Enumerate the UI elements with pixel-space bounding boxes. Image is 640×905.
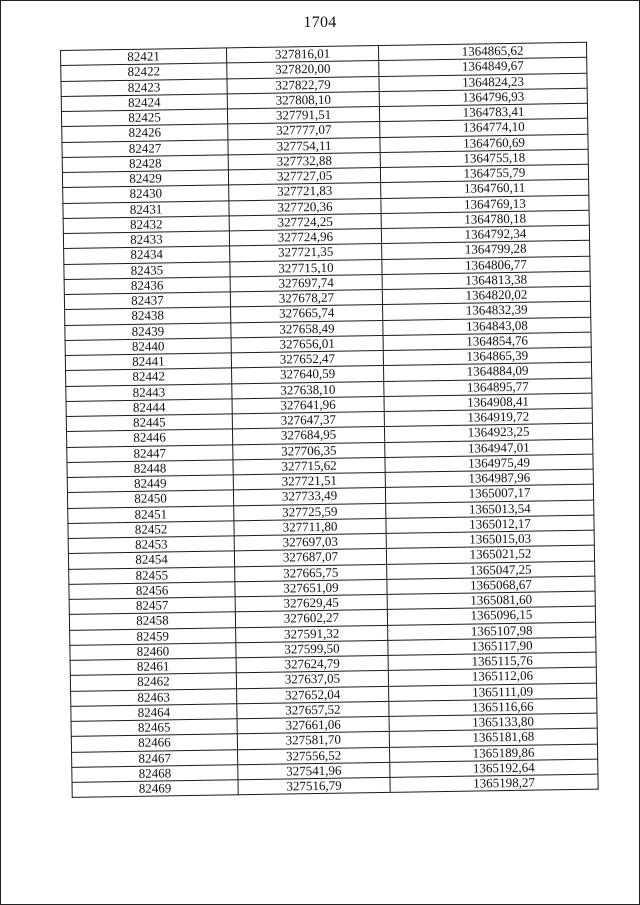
point-number-cell: 82421 — [61, 48, 227, 66]
point-number-cell: 82427 — [62, 139, 228, 157]
x-coordinate-cell: 327697,74 — [230, 274, 382, 292]
y-coordinate-cell: 1364865,62 — [378, 42, 586, 61]
x-coordinate-cell: 327721,51 — [233, 472, 385, 490]
y-coordinate-cell: 1365021,52 — [386, 545, 594, 564]
y-coordinate-cell: 1365012,17 — [386, 515, 594, 534]
x-coordinate-cell: 327711,80 — [234, 518, 386, 536]
point-number-cell: 82468 — [72, 765, 238, 783]
x-coordinate-cell: 327665,75 — [235, 564, 387, 582]
x-coordinate-cell: 327721,35 — [230, 244, 382, 262]
x-coordinate-cell: 327652,04 — [237, 686, 389, 704]
y-coordinate-cell: 1365133,80 — [389, 713, 597, 732]
point-number-cell: 82436 — [64, 277, 230, 295]
x-coordinate-cell: 327727,05 — [228, 167, 380, 185]
y-coordinate-cell: 1365189,86 — [389, 744, 597, 763]
point-number-cell: 82425 — [61, 109, 227, 127]
point-number-cell: 82461 — [70, 658, 236, 676]
y-coordinate-cell: 1364799,28 — [382, 240, 590, 259]
x-coordinate-cell: 327820,00 — [227, 61, 379, 79]
x-coordinate-cell: 327591,32 — [236, 625, 388, 643]
point-number-cell: 82458 — [69, 612, 235, 630]
y-coordinate-cell: 1364755,79 — [380, 164, 588, 183]
x-coordinate-cell: 327808,10 — [227, 91, 379, 109]
y-coordinate-cell: 1365007,17 — [385, 484, 593, 503]
x-coordinate-cell: 327656,01 — [231, 335, 383, 353]
point-number-cell: 82422 — [61, 63, 227, 81]
y-coordinate-cell: 1365181,68 — [389, 728, 597, 747]
x-coordinate-cell: 327641,96 — [232, 396, 384, 414]
page-number: 1704 — [303, 14, 337, 31]
x-coordinate-cell: 327715,10 — [230, 259, 382, 277]
point-number-cell: 82439 — [65, 322, 231, 340]
point-number-cell: 82430 — [63, 185, 229, 203]
point-number-cell: 82450 — [67, 490, 233, 508]
y-coordinate-cell: 1364908,41 — [384, 393, 592, 412]
point-number-cell: 82469 — [72, 780, 238, 798]
x-coordinate-cell: 327638,10 — [232, 381, 384, 399]
point-number-cell: 82423 — [61, 78, 227, 96]
y-coordinate-cell: 1365111,09 — [389, 683, 597, 702]
point-number-cell: 82442 — [66, 368, 232, 386]
y-coordinate-cell: 1364780,18 — [381, 210, 589, 229]
point-number-cell: 82434 — [64, 246, 230, 264]
point-number-cell: 82429 — [62, 170, 228, 188]
x-coordinate-cell: 327651,09 — [235, 579, 387, 597]
point-number-cell: 82451 — [68, 505, 234, 523]
y-coordinate-cell: 1364806,77 — [382, 256, 590, 275]
y-coordinate-cell: 1364849,67 — [379, 57, 587, 76]
x-coordinate-cell: 327602,27 — [235, 610, 387, 628]
y-coordinate-cell: 1364792,34 — [381, 225, 589, 244]
x-coordinate-cell: 327720,36 — [229, 198, 381, 216]
point-number-cell: 82440 — [65, 338, 231, 356]
y-coordinate-cell: 1364843,08 — [383, 317, 591, 336]
y-coordinate-cell: 1365115,76 — [388, 652, 596, 671]
point-number-cell: 82466 — [71, 734, 237, 752]
point-number-cell: 82452 — [68, 521, 234, 539]
y-coordinate-cell: 1364755,18 — [380, 149, 588, 168]
y-coordinate-cell: 1365192,64 — [390, 759, 598, 778]
y-coordinate-cell: 1364813,38 — [382, 271, 590, 290]
coordinates-table-wrapper — [60, 42, 598, 798]
x-coordinate-cell: 327684,95 — [232, 427, 384, 445]
x-coordinate-cell: 327791,51 — [227, 106, 379, 124]
x-coordinate-cell: 327658,49 — [231, 320, 383, 338]
point-number-cell: 82459 — [70, 627, 236, 645]
x-coordinate-cell: 327599,50 — [236, 640, 388, 658]
y-coordinate-cell: 1364884,09 — [383, 362, 591, 381]
point-number-cell: 82446 — [66, 429, 232, 447]
y-coordinate-cell: 1364824,23 — [379, 73, 587, 92]
x-coordinate-cell: 327687,07 — [234, 549, 386, 567]
y-coordinate-cell: 1364923,25 — [384, 423, 592, 442]
x-coordinate-cell: 327733,49 — [233, 488, 385, 506]
x-coordinate-cell: 327652,47 — [231, 350, 383, 368]
coordinates-table-body — [61, 42, 599, 797]
y-coordinate-cell: 1364760,11 — [381, 179, 589, 198]
y-coordinate-cell: 1364854,76 — [383, 332, 591, 351]
y-coordinate-cell: 1364760,69 — [380, 134, 588, 153]
x-coordinate-cell: 327822,79 — [227, 76, 379, 94]
point-number-cell: 82449 — [67, 475, 233, 493]
point-number-cell: 82431 — [63, 200, 229, 218]
point-number-cell: 82433 — [63, 231, 229, 249]
x-coordinate-cell: 327754,11 — [228, 137, 380, 155]
y-coordinate-cell: 1364783,41 — [379, 103, 587, 122]
x-coordinate-cell: 327725,59 — [234, 503, 386, 521]
y-coordinate-cell: 1364832,39 — [383, 301, 591, 320]
x-coordinate-cell: 327624,79 — [236, 655, 388, 673]
point-number-cell: 82467 — [72, 749, 238, 767]
y-coordinate-cell: 1365117,90 — [388, 637, 596, 656]
y-coordinate-cell: 1365068,67 — [387, 576, 595, 595]
y-coordinate-cell: 1364769,13 — [381, 195, 589, 214]
point-number-cell: 82435 — [64, 261, 230, 279]
point-number-cell: 82432 — [63, 216, 229, 234]
x-coordinate-cell: 327721,83 — [229, 183, 381, 201]
x-coordinate-cell: 327697,03 — [234, 533, 386, 551]
y-coordinate-cell: 1364865,39 — [383, 347, 591, 366]
point-number-cell: 82462 — [70, 673, 236, 691]
x-coordinate-cell: 327556,52 — [238, 747, 390, 765]
y-coordinate-cell: 1364774,10 — [380, 118, 588, 137]
point-number-cell: 82445 — [66, 414, 232, 432]
x-coordinate-cell: 327678,27 — [230, 289, 382, 307]
y-coordinate-cell: 1365081,60 — [387, 591, 595, 610]
x-coordinate-cell: 327640,59 — [232, 366, 384, 384]
point-number-cell: 82444 — [66, 399, 232, 417]
point-number-cell: 82456 — [69, 582, 235, 600]
x-coordinate-cell: 327706,35 — [233, 442, 385, 460]
y-coordinate-cell: 1364987,96 — [385, 469, 593, 488]
y-coordinate-cell: 1364820,02 — [382, 286, 590, 305]
y-coordinate-cell: 1365116,66 — [389, 698, 597, 717]
x-coordinate-cell: 327724,96 — [229, 228, 381, 246]
x-coordinate-cell: 327657,52 — [237, 701, 389, 719]
y-coordinate-cell: 1365096,15 — [387, 606, 595, 625]
point-number-cell: 82453 — [68, 536, 234, 554]
y-coordinate-cell: 1365198,27 — [390, 774, 598, 793]
x-coordinate-cell: 327629,45 — [235, 594, 387, 612]
point-number-cell: 82454 — [68, 551, 234, 569]
y-coordinate-cell: 1364975,49 — [385, 454, 593, 473]
point-number-cell: 82428 — [62, 155, 228, 173]
point-number-cell: 82465 — [71, 719, 237, 737]
x-coordinate-cell: 327661,06 — [237, 716, 389, 734]
x-coordinate-cell: 327665,74 — [231, 305, 383, 323]
point-number-cell: 82438 — [65, 307, 231, 325]
point-number-cell: 82460 — [70, 643, 236, 661]
y-coordinate-cell: 1365015,03 — [386, 530, 594, 549]
point-number-cell: 82463 — [71, 688, 237, 706]
x-coordinate-cell: 327732,88 — [228, 152, 380, 170]
y-coordinate-cell: 1365013,54 — [386, 500, 594, 519]
coordinates-table — [60, 42, 599, 798]
x-coordinate-cell: 327777,07 — [228, 122, 380, 140]
y-coordinate-cell: 1365047,25 — [387, 561, 595, 580]
point-number-cell: 82426 — [62, 124, 228, 142]
y-coordinate-cell: 1364919,72 — [384, 408, 592, 427]
y-coordinate-cell: 1365112,06 — [388, 667, 596, 686]
x-coordinate-cell: 327581,70 — [237, 732, 389, 750]
point-number-cell: 82447 — [67, 444, 233, 462]
point-number-cell: 82457 — [69, 597, 235, 615]
point-number-cell: 82443 — [66, 383, 232, 401]
x-coordinate-cell: 327541,96 — [238, 762, 390, 780]
point-number-cell: 82448 — [67, 460, 233, 478]
x-coordinate-cell: 327816,01 — [226, 45, 378, 63]
y-coordinate-cell: 1364895,77 — [384, 378, 592, 397]
x-coordinate-cell: 327516,79 — [238, 777, 390, 795]
y-coordinate-cell: 1364947,01 — [385, 439, 593, 458]
point-number-cell: 82437 — [64, 292, 230, 310]
x-coordinate-cell: 327637,05 — [236, 671, 388, 689]
y-coordinate-cell: 1365107,98 — [388, 622, 596, 641]
x-coordinate-cell: 327724,25 — [229, 213, 381, 231]
x-coordinate-cell: 327647,37 — [232, 411, 384, 429]
point-number-cell: 82424 — [61, 94, 227, 112]
point-number-cell: 82441 — [65, 353, 231, 371]
point-number-cell: 82455 — [69, 566, 235, 584]
point-number-cell: 82464 — [71, 704, 237, 722]
y-coordinate-cell: 1364796,93 — [379, 88, 587, 107]
x-coordinate-cell: 327715,62 — [233, 457, 385, 475]
